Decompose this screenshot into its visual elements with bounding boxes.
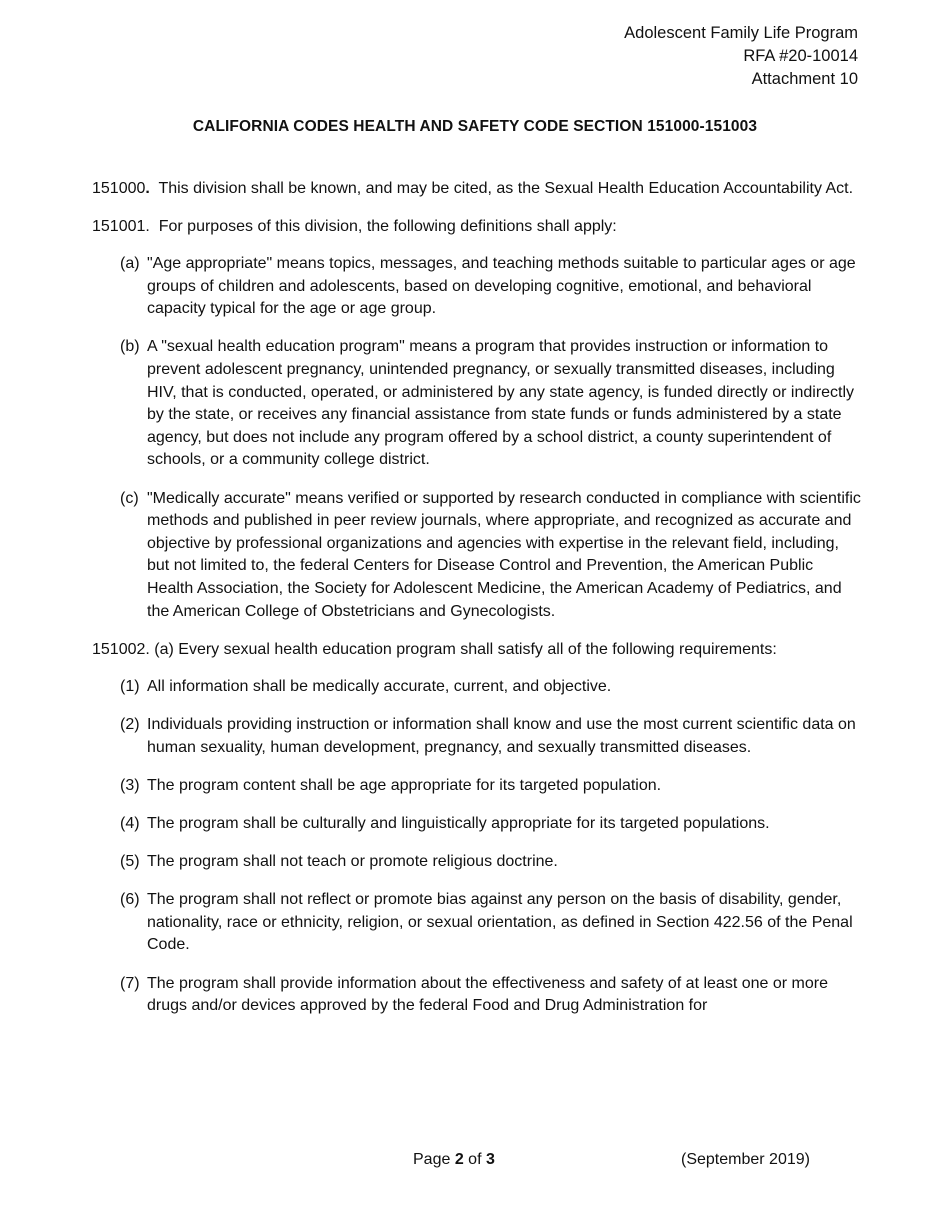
revision-date: (September 2019) <box>681 1151 810 1168</box>
section-151000 <box>92 178 862 201</box>
requirement-item <box>120 676 862 699</box>
page-current: 2 <box>454 1151 464 1168</box>
page-title: CALIFORNIA CODES HEALTH AND SAFETY CODE SECTION 151000-151003 <box>192 118 758 135</box>
item-label: (5) <box>120 853 140 871</box>
item-label: (c) <box>120 489 139 507</box>
requirement-item <box>120 973 862 1018</box>
page-number <box>413 1151 495 1169</box>
definition-item <box>120 488 862 624</box>
section-text: This division shall be known, and may be cited, as the Sexual Health Education Accountability Act. <box>149 180 854 197</box>
item-label: (b) <box>120 338 140 356</box>
item-label: (a) <box>120 255 140 273</box>
item-label: (1) <box>120 678 140 696</box>
page-word: Page <box>413 1151 455 1168</box>
item-text: All information shall be medically accurate, current, and objective. <box>147 678 612 696</box>
item-text: The program content shall be age appropriate for its targeted population. <box>147 776 662 794</box>
requirement-item <box>120 714 862 759</box>
item-label: (7) <box>120 974 140 992</box>
item-label: (2) <box>120 716 140 734</box>
item-label: (4) <box>120 815 140 833</box>
item-text: The program shall be culturally and linguistically appropriate for its targeted populations. <box>147 815 770 833</box>
item-text: A "sexual health education program" means a program that provides instruction or information to prevent adolescent pregnancy, unintended pregnancy, or sexually transmitted diseases, including HIV, that is conducted, operated, or administered by any state agency, is funded directly or indirectly by the state, or receives any financial assistance from state funds or funds administered by a state agency, but does not include any program offered by a school district, a county superintendent of schools, or a community college district. <box>147 338 855 469</box>
definition-item <box>120 336 862 472</box>
item-text: "Age appropriate" means topics, messages, and teaching methods suitable to particular ages or age groups of children and adolescents, based on developing cognitive, emotional, and behavioral capacity typical for the age or age group. <box>147 255 856 318</box>
item-text: Individuals providing instruction or information shall know and use the most current scientific data on human sexuality, human development, pregnancy, and sexually transmitted diseases. <box>147 716 856 756</box>
program-name: Adolescent Family Life Program <box>624 24 858 42</box>
item-label: (6) <box>120 891 140 909</box>
item-text: "Medically accurate" means verified or supported by research conducted in compliance with scientific methods and published in peer review journals, where appropriate, and recognized as accurate and objective by professional organizations and agencies with expertise in the relevant field, including, but not limited to, the federal Centers for Disease Control and Prevention, the American Public Health Association, the Society for Adolescent Medicine, the American Academy of Pediatrics, and the American College of Obstetricians and Gynecologists. <box>147 489 861 620</box>
attachment-label: Attachment 10 <box>751 70 858 88</box>
item-text: The program shall not reflect or promote bias against any person on the basis of disability, gender, nationality, race or ethnicity, religion, or sexual orientation, as defined in Section 422.56 of the Penal Code. <box>147 891 853 954</box>
item-text: The program shall provide information about the effectiveness and safety of at least one or more drugs and/or devices approved by the federal Food and Drug Administration for <box>147 974 828 1015</box>
section-151002-intro: 151002. (a) Every sexual health education program shall satisfy all of the following requirements: <box>92 640 777 658</box>
section-151001-intro: 151001. For purposes of this division, the following definitions shall apply: <box>92 217 617 235</box>
page-of: of <box>463 1151 486 1168</box>
requirement-item <box>120 775 862 798</box>
section-number-period: . <box>145 180 150 197</box>
requirement-item <box>120 889 862 957</box>
requirement-item <box>120 813 862 836</box>
item-text: The program shall not teach or promote religious doctrine. <box>147 853 558 871</box>
document-body <box>92 178 862 1033</box>
definition-item <box>120 253 862 321</box>
section-number: 151000 <box>92 180 146 197</box>
document-header <box>624 22 858 91</box>
rfa-number: RFA #20-10014 <box>743 47 858 65</box>
requirement-item <box>120 851 862 874</box>
item-label: (3) <box>120 776 140 794</box>
page-total: 3 <box>485 1151 495 1168</box>
